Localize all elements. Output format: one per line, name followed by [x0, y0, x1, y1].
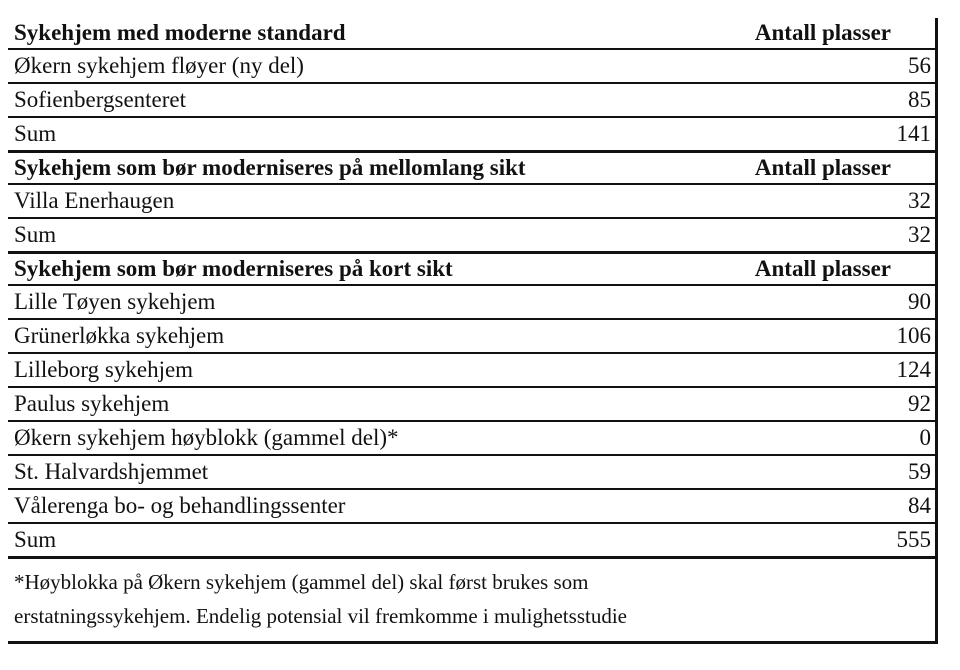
row-name: Sum — [14, 121, 57, 146]
row-name: Grünerløkka sykehjem — [14, 323, 225, 348]
row-value: 32 — [908, 188, 931, 213]
row-name: Sum — [14, 222, 57, 247]
capacity-table — [8, 18, 938, 644]
row-value: 32 — [908, 222, 931, 247]
row-value: 92 — [908, 391, 931, 416]
table-row — [8, 185, 935, 219]
sum-row — [8, 524, 935, 556]
footnote-line: *Høyblokka på Økern sykehjem (gammel del) skal først brukes som — [14, 570, 589, 594]
row-value: 124 — [896, 357, 931, 382]
row-name: St. Halvardshjemmet — [14, 459, 209, 484]
row-name: Lilleborg sykehjem — [14, 357, 194, 382]
section-title: Sykehjem som bør moderniseres på kort sikt — [14, 256, 453, 281]
sum-row — [8, 219, 935, 251]
nursing-home-capacity-document — [8, 18, 946, 644]
row-name: Sofienbergsenteret — [14, 87, 187, 112]
table-row — [8, 320, 935, 354]
footnote — [8, 556, 935, 641]
row-value: 0 — [919, 425, 931, 450]
section-header-short-term — [8, 251, 935, 286]
row-value: 59 — [908, 459, 931, 484]
table-row — [8, 490, 935, 524]
column-header-capacity: Antall plasser — [754, 20, 891, 45]
row-value: 84 — [908, 493, 931, 518]
table-row — [8, 456, 935, 490]
table-row — [8, 422, 935, 456]
row-value: 56 — [908, 53, 931, 78]
column-header-capacity: Antall plasser — [754, 256, 891, 281]
row-value: 555 — [896, 527, 931, 552]
row-name: Lille Tøyen sykehjem — [14, 289, 216, 314]
section-title: Sykehjem med moderne standard — [14, 20, 346, 45]
table-row — [8, 388, 935, 422]
row-value: 85 — [908, 87, 931, 112]
section-title: Sykehjem som bør moderniseres på mellomlang sikt — [14, 155, 526, 180]
table-row — [8, 84, 935, 118]
column-header-capacity: Antall plasser — [754, 155, 891, 180]
row-name: Paulus sykehjem — [14, 391, 170, 416]
table-row — [8, 286, 935, 320]
section-header-medium-term — [8, 150, 935, 185]
row-name: Økern sykehjem høyblokk (gammel del)* — [14, 425, 399, 450]
section-header-modern-standard — [8, 18, 935, 50]
sum-row — [8, 118, 935, 150]
row-name: Sum — [14, 527, 57, 552]
row-name: Økern sykehjem fløyer (ny del) — [14, 53, 304, 78]
row-name: Vålerenga bo- og behandlingssenter — [14, 493, 346, 518]
table-row — [8, 354, 935, 388]
row-value: 90 — [908, 289, 931, 314]
row-value: 141 — [896, 121, 931, 146]
row-value: 106 — [896, 323, 931, 348]
table-row — [8, 50, 935, 84]
row-name: Villa Enerhaugen — [14, 188, 175, 213]
footnote-line: erstatningssykehjem. Endelig potensial vil fremkomme i mulighetsstudie — [14, 604, 627, 628]
